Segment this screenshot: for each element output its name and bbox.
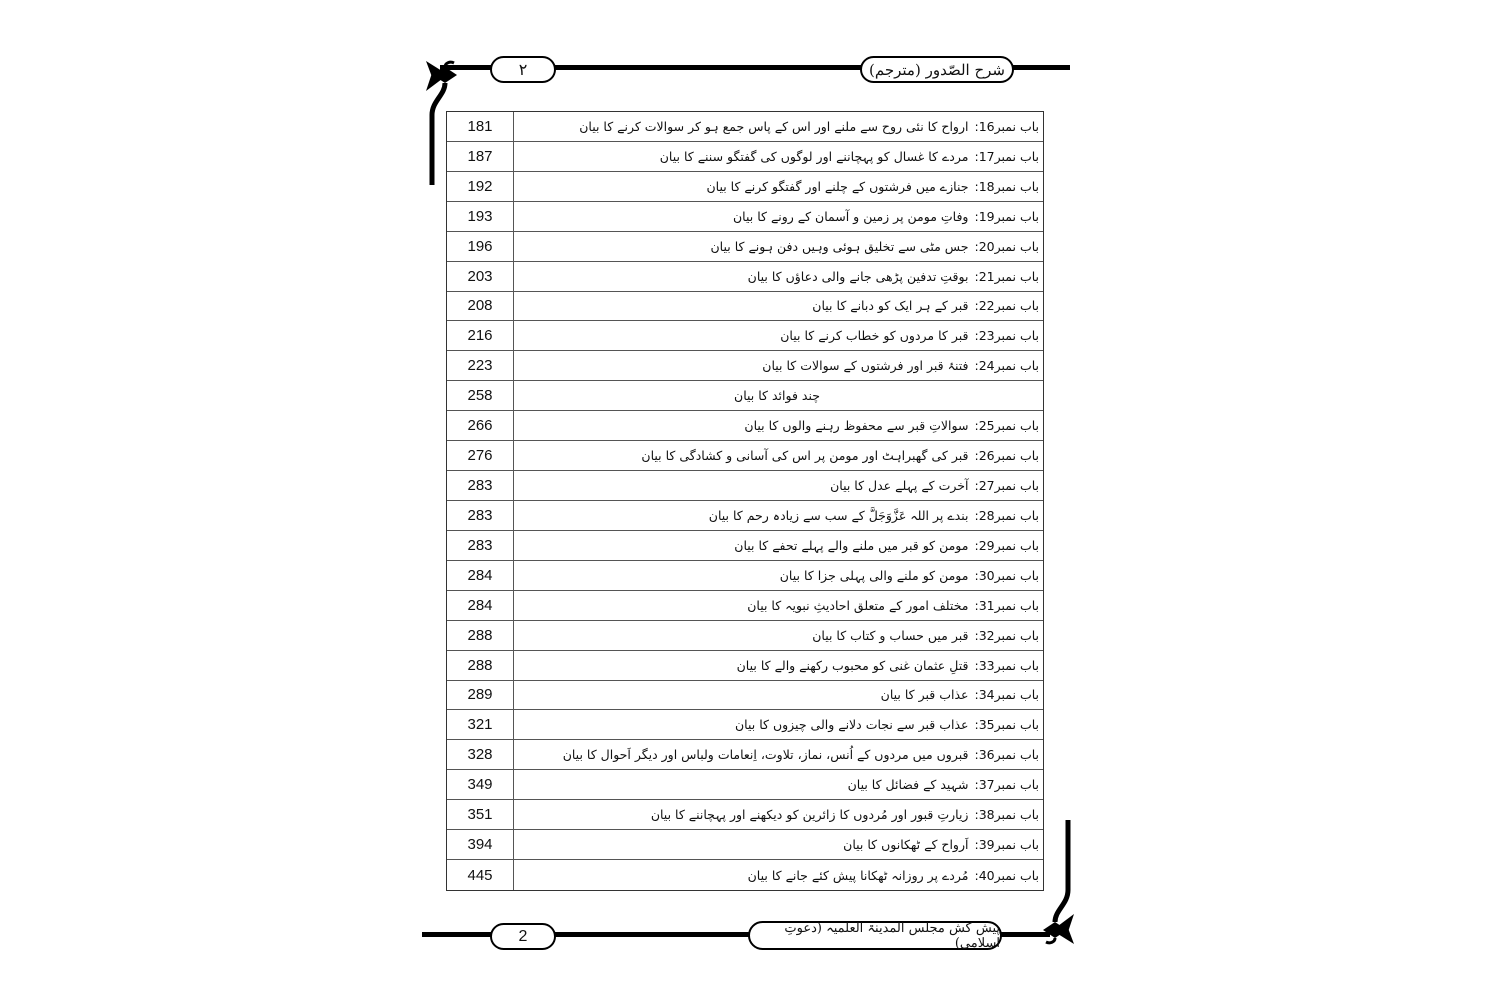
toc-page-number: 187 <box>447 142 514 171</box>
corner-ornament-bottom-right <box>1030 815 1080 950</box>
chapter-label: باب نمبر40: <box>974 867 1039 883</box>
toc-page-number: 328 <box>447 740 514 769</box>
toc-entry <box>515 112 1039 141</box>
chapter-title: سوالاتِ قبر سے محفوظ رہنے والوں کا بیان <box>744 418 969 434</box>
toc-entry <box>515 172 1039 201</box>
toc-row <box>447 321 1043 351</box>
toc-page-number: 216 <box>447 321 514 350</box>
chapter-label: باب نمبر36: <box>974 747 1039 763</box>
toc-entry <box>515 142 1039 171</box>
chapter-label: باب نمبر25: <box>974 418 1039 434</box>
toc-row <box>447 681 1043 711</box>
toc-row <box>447 142 1043 172</box>
chapter-label: باب نمبر35: <box>974 717 1039 733</box>
toc-page-number: 283 <box>447 501 514 530</box>
toc-entry <box>515 471 1039 500</box>
toc-page-number: 321 <box>447 710 514 739</box>
toc-row <box>447 501 1043 531</box>
toc-row <box>447 441 1043 471</box>
toc-row <box>447 411 1043 441</box>
chapter-title: جس مٹی سے تخلیق ہوئی وہیں دفن ہونے کا بیان <box>710 238 969 254</box>
toc-entry <box>515 292 1039 321</box>
toc-page-number: 283 <box>447 471 514 500</box>
chapter-title: مختلف امور کے متعلق احادیثِ نبویہ کا بیان <box>747 597 969 613</box>
toc-page-number: 196 <box>447 232 514 261</box>
chapter-title: اَرواح کے ٹھکانوں کا بیان <box>843 837 969 853</box>
chapter-title: جنازے میں فرشتوں کے چلنے اور گفتگو کرنے کا بیان <box>706 178 969 194</box>
toc-entry <box>515 321 1039 350</box>
toc-row <box>447 621 1043 651</box>
toc-row <box>447 531 1043 561</box>
chapter-label: باب نمبر19: <box>974 208 1039 224</box>
chapter-label: باب نمبر23: <box>974 328 1039 344</box>
toc-page-number: 266 <box>447 411 514 440</box>
chapter-label: باب نمبر32: <box>974 627 1039 643</box>
chapter-label: باب نمبر27: <box>974 478 1039 494</box>
chapter-label: باب نمبر21: <box>974 268 1039 284</box>
chapter-title: مومن کو قبر میں ملنے والے پہلے تحفے کا بیان <box>734 537 969 553</box>
toc-page-number: 284 <box>447 591 514 620</box>
toc-entry <box>515 411 1039 440</box>
toc-entry <box>515 381 1039 410</box>
toc-page-number: 208 <box>447 292 514 321</box>
chapter-title: قبر کی گھبراہٹ اور مومن پر اس کی آسانی و کشادگی کا بیان <box>641 448 969 464</box>
toc-row <box>447 351 1043 381</box>
toc-page-number: 288 <box>447 651 514 680</box>
toc-row <box>447 561 1043 591</box>
toc-row <box>447 381 1043 411</box>
chapter-title: فتنۂ قبر اور فرشتوں کے سوالات کا بیان <box>762 358 969 374</box>
toc-page-number: 203 <box>447 262 514 291</box>
toc-row <box>447 651 1043 681</box>
chapter-title: بندے پر اللہ عَزَّوَجَلَّ کے سب سے زیادہ رحم کا بیان <box>708 507 969 523</box>
toc-entry <box>515 232 1039 261</box>
toc-entry <box>515 501 1039 530</box>
footer-publisher: پیش کش مجلس المدینۃ العلمیہ (دعوتِ اسلامی) <box>748 921 1002 950</box>
toc-page-number: 351 <box>447 800 514 829</box>
chapter-title: قتلِ عثمان غنی کو محبوب رکھنے والے کا بیان <box>736 657 969 673</box>
chapter-title: ارواح کا نئی روح سے ملنے اور اس کے پاس جمع ہو کر سوالات کرنے کا بیان <box>579 118 969 134</box>
toc-page-number: 445 <box>447 860 514 890</box>
toc-page-number: 223 <box>447 351 514 380</box>
chapter-title: قبر کے ہر ایک کو دبانے کا بیان <box>812 298 969 314</box>
chapter-title: مومن کو ملنے والی پہلی جزا کا بیان <box>779 567 969 583</box>
chapter-label: باب نمبر17: <box>974 148 1039 164</box>
chapter-title: زیارتِ قبور اور مُردوں کا زائرین کو دیکھنے اور پہچاننے کا بیان <box>650 807 969 823</box>
toc-page-number: 283 <box>447 531 514 560</box>
chapter-label: باب نمبر30: <box>974 567 1039 583</box>
chapter-title: مُردے پر روزانہ ٹھکانا پیش کئے جانے کا بیان <box>747 867 969 883</box>
toc-entry <box>515 531 1039 560</box>
toc-entry <box>515 710 1039 739</box>
toc-page-number: 284 <box>447 561 514 590</box>
chapter-label: باب نمبر20: <box>974 238 1039 254</box>
chapter-title: بوقتِ تدفین پڑھی جانے والی دعاؤں کا بیان <box>747 268 969 284</box>
toc-entry <box>515 561 1039 590</box>
toc-row <box>447 202 1043 232</box>
chapter-title: وفاتِ مومن پر زمین و آسمان کے رونے کا بیان <box>733 208 969 224</box>
toc-row <box>447 292 1043 322</box>
toc-entry <box>515 351 1039 380</box>
chapter-label: باب نمبر31: <box>974 597 1039 613</box>
toc-page-number: 288 <box>447 621 514 650</box>
header-page-number: ۲ <box>490 56 556 83</box>
toc-row <box>447 471 1043 501</box>
toc-row <box>447 710 1043 740</box>
chapter-title: قبر میں حساب و کتاب کا بیان <box>812 627 969 643</box>
toc-row <box>447 830 1043 860</box>
chapter-title: چند فوائد کا بیان <box>734 388 820 404</box>
chapter-title: آخرت کے پہلے عدل کا بیان <box>830 478 969 494</box>
chapter-label: باب نمبر33: <box>974 657 1039 673</box>
toc-entry <box>515 651 1039 680</box>
chapter-label: باب نمبر18: <box>974 178 1039 194</box>
chapter-label: باب نمبر39: <box>974 837 1039 853</box>
toc-entry <box>515 621 1039 650</box>
chapter-label: باب نمبر24: <box>974 358 1039 374</box>
header-book-title: شرح الصّدور (مترجم) <box>860 56 1014 83</box>
toc-page-number: 276 <box>447 441 514 470</box>
toc-entry <box>515 262 1039 291</box>
toc-row <box>447 232 1043 262</box>
toc-row <box>447 262 1043 292</box>
toc-entry <box>515 681 1039 710</box>
chapter-label: باب نمبر28: <box>974 507 1039 523</box>
toc-row <box>447 860 1043 890</box>
toc-entry <box>515 441 1039 470</box>
chapter-label: باب نمبر34: <box>974 687 1039 703</box>
toc-page-number: 192 <box>447 172 514 201</box>
chapter-title: عذاب قبر کا بیان <box>880 687 969 703</box>
toc-entry <box>515 202 1039 231</box>
chapter-label: باب نمبر26: <box>974 448 1039 464</box>
chapter-title: قبر کا مردوں کو خطاب کرنے کا بیان <box>780 328 969 344</box>
chapter-label: باب نمبر16: <box>974 118 1039 134</box>
chapter-label: باب نمبر29: <box>974 537 1039 553</box>
toc-page-number: 258 <box>447 381 514 410</box>
toc-row <box>447 112 1043 142</box>
chapter-title: مردے کا غسال کو پہچاننے اور لوگوں کی گفتگو سننے کا بیان <box>659 148 969 164</box>
chapter-title: شہید کے فضائل کا بیان <box>847 777 969 793</box>
toc-row <box>447 591 1043 621</box>
toc-entry <box>515 591 1039 620</box>
toc-page-number: 193 <box>447 202 514 231</box>
toc-page-number: 394 <box>447 830 514 859</box>
footer-page-number: 2 <box>490 923 556 950</box>
toc-page-number: 289 <box>447 681 514 710</box>
toc-entry <box>515 740 1039 769</box>
chapter-title: قبروں میں مردوں کے اُنس، نماز، تلاوت، اِنعامات ولباس اور دیگر اَحوال کا بیان <box>562 747 969 763</box>
toc-page-number: 349 <box>447 770 514 799</box>
chapter-label: باب نمبر37: <box>974 777 1039 793</box>
chapter-title: عذاب قبر سے نجات دلانے والی چیزوں کا بیان <box>735 717 969 733</box>
toc-entry <box>515 770 1039 799</box>
toc-row <box>447 740 1043 770</box>
toc-row <box>447 172 1043 202</box>
toc-entry <box>515 830 1039 859</box>
table-of-contents <box>446 111 1044 891</box>
chapter-label: باب نمبر38: <box>974 807 1039 823</box>
toc-entry <box>515 860 1039 890</box>
toc-row <box>447 770 1043 800</box>
toc-entry <box>515 800 1039 829</box>
toc-row <box>447 800 1043 830</box>
toc-page-number: 181 <box>447 112 514 141</box>
chapter-label: باب نمبر22: <box>974 298 1039 314</box>
